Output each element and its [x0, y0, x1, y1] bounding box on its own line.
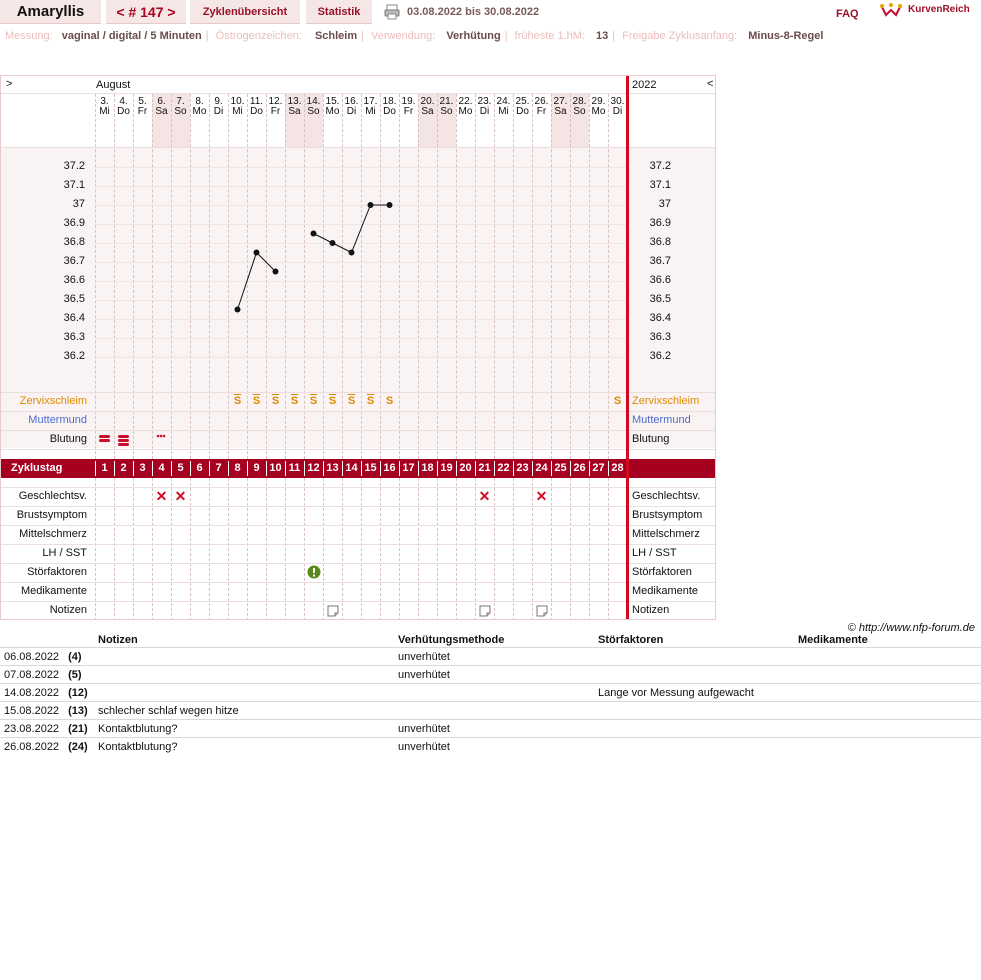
day-weekday: Sa: [421, 106, 434, 117]
day-date: 9.: [214, 96, 223, 107]
zervix-mark: S: [613, 395, 622, 407]
day-date: 8.: [195, 96, 204, 107]
copyright: © http://www.nfp-forum.de: [847, 622, 975, 634]
notes-date-cell: [0, 666, 94, 684]
temp-tick-left: 36.9: [63, 217, 85, 229]
day-date: 11.: [249, 96, 264, 107]
info-line: Messung: vaginal / digital / 5 Minuten | Östrogenzeichen: Schleim | Verwendung: Verhütung | früheste 1.hM: 13 | Freigabe Zyklusanfang: Minus-8-Regel: [5, 30, 824, 42]
muttermund-label: Muttermund: [28, 414, 87, 426]
chart-next-button[interactable]: <: [707, 78, 714, 90]
blood-icon: [114, 433, 133, 450]
day-date: 25.: [515, 96, 530, 107]
cycle-day-divider: [266, 461, 267, 476]
notes-medi: [794, 738, 981, 756]
cycle-day-divider: [152, 461, 153, 476]
notes-row: [0, 684, 981, 702]
day-date: 23.: [477, 96, 492, 107]
cycle-day-number: 20: [459, 462, 472, 474]
day-date: 16.: [344, 96, 359, 107]
gv-label: Geschlechtsv.: [18, 490, 87, 502]
notes-stoer: [594, 702, 794, 720]
day-weekday: Fr: [137, 106, 148, 117]
app-title-tab: [0, 0, 101, 24]
day-weekday: So: [440, 106, 453, 117]
day-weekday: Do: [117, 106, 130, 117]
verwendung-value: Verhütung: [446, 30, 501, 42]
temp-point[interactable]: [368, 202, 374, 208]
cycle-day-divider: [95, 461, 96, 476]
temp-tick-left: 36.4: [63, 312, 85, 324]
notes-medi: [794, 702, 981, 720]
blutung-label: Blutung: [49, 433, 87, 445]
notes-cycleday: (24): [68, 740, 88, 753]
temp-tick-left: 37.2: [63, 160, 85, 172]
notes-note: Kontaktblutung?: [94, 720, 394, 738]
stoer-label-right: Störfaktoren: [632, 566, 692, 578]
cycle-day-number: 2: [120, 462, 127, 474]
cycle-day-number: 7: [215, 462, 222, 474]
cycle-day-divider: [513, 461, 514, 476]
temp-tick-right: 36.6: [649, 274, 671, 286]
day-date: 26.: [534, 96, 549, 107]
cycle-day-divider: [399, 461, 400, 476]
zervix-mark: $\overline{S}$: [309, 395, 318, 407]
day-weekday: Di: [346, 106, 357, 117]
day-weekday: Do: [383, 106, 396, 117]
cycle-day-number: 13: [326, 462, 339, 474]
notes-stoer: [594, 666, 794, 684]
zervix-mark: $\overline{S}$: [252, 395, 261, 407]
temp-tick-left: 36.8: [63, 236, 85, 248]
brust-label-right: Brustsymptom: [632, 509, 703, 521]
cycle-day-number: 1: [101, 462, 108, 474]
tab-zyklenuebersicht[interactable]: [190, 0, 300, 24]
notes-row: [0, 648, 981, 666]
day-weekday: Mo: [458, 106, 473, 117]
zervix-mark: $\overline{S}$: [328, 395, 337, 407]
cycle-day-number: 21: [478, 462, 491, 474]
cycle-day-divider: [247, 461, 248, 476]
notes-date-cell: [0, 684, 94, 702]
app-title: Amaryllis: [16, 3, 85, 20]
temp-tick-left: 36.5: [63, 293, 85, 305]
temp-point[interactable]: [311, 231, 317, 237]
day-weekday: Do: [250, 106, 263, 117]
cycle-nav-label[interactable]: < # 147 >: [116, 3, 176, 20]
zervix-mark: $\overline{S}$: [233, 395, 242, 407]
day-weekday: Mo: [325, 106, 340, 117]
day-weekday: Mi: [99, 106, 110, 117]
col-date: [0, 633, 94, 648]
day-weekday: Fr: [536, 106, 547, 117]
temp-tick-left: 37: [72, 198, 85, 210]
stoer-label: Störfaktoren: [27, 566, 87, 578]
zervix-mark: $\overline{S}$: [290, 395, 299, 407]
zervix-mark: $\overline{S}$: [347, 395, 356, 407]
col-methode: Verhütungsmethode: [398, 634, 505, 646]
day-date: 14.: [306, 96, 321, 107]
chart-year: 2022: [632, 79, 657, 91]
notes-cycleday: (5): [68, 668, 82, 681]
day-date: 21.: [439, 96, 454, 107]
zervix-label-right: Zervixschleim: [632, 395, 700, 407]
notes-medi: [794, 720, 981, 738]
temp-tick-right: 37.1: [649, 179, 671, 191]
notes-cycleday: (4): [68, 650, 82, 663]
notes-date: 23.08.2022: [4, 722, 60, 735]
notes-date-cell: [0, 720, 94, 738]
cycle-day-number: 10: [269, 462, 282, 474]
day-date: 22.: [458, 96, 473, 107]
temp-point[interactable]: [387, 202, 393, 208]
cycle-day-divider: [114, 461, 115, 476]
cycle-day-number: 8: [234, 462, 241, 474]
tab-statistik[interactable]: [306, 0, 372, 24]
day-date: 4.: [119, 96, 128, 107]
curve-segment: [314, 205, 390, 253]
day-date: 7.: [176, 96, 185, 107]
temp-tick-left: 36.2: [63, 350, 85, 362]
day-weekday: Di: [213, 106, 224, 117]
notes-cycleday: (13): [68, 704, 88, 717]
zervix-mark: $\overline{S}$: [271, 395, 280, 407]
day-weekday: Sa: [554, 106, 567, 117]
notes-method: unverhütet: [394, 666, 594, 684]
note-icon[interactable]: [475, 605, 494, 620]
cycle-day-number: 27: [592, 462, 605, 474]
cycle-day-divider: [133, 461, 134, 476]
hm-label: früheste 1.hM:: [514, 30, 585, 42]
day-weekday: Fr: [403, 106, 414, 117]
day-weekday: Di: [612, 106, 623, 117]
cycle-day-divider: [608, 461, 609, 476]
note-icon[interactable]: [532, 605, 551, 620]
temp-tick-left: 36.6: [63, 274, 85, 286]
day-weekday: Mo: [192, 106, 207, 117]
cycle-day-number: 22: [497, 462, 510, 474]
notes-date-cell: [0, 648, 94, 666]
mittel-label: Mittelschmerz: [19, 528, 87, 540]
cycle-day-divider: [456, 461, 457, 476]
day-weekday: So: [573, 106, 586, 117]
cycle-day-number: 4: [158, 462, 165, 474]
faq-link[interactable]: FAQ: [836, 8, 859, 20]
cycle-day-number: 6: [196, 462, 203, 474]
cycle-day-number: 26: [573, 462, 586, 474]
temp-tick-right: 36.2: [649, 350, 671, 362]
day-weekday: Di: [479, 106, 490, 117]
cycle-day-number: 3: [139, 462, 146, 474]
temp-tick-right: 36.5: [649, 293, 671, 305]
day-weekday: Sa: [288, 106, 301, 117]
temp-tick-right: 36.7: [649, 255, 671, 267]
temp-point[interactable]: [273, 269, 279, 275]
day-date: 13.: [287, 96, 302, 107]
tab-zyklenuebersicht-label[interactable]: Zyklenübersicht: [202, 5, 288, 18]
notes-stoer: Lange vor Messung aufgewacht: [594, 684, 794, 702]
notes-medi: [794, 648, 981, 666]
cycle-day-number: 16: [383, 462, 396, 474]
cycle-day-number: 14: [345, 462, 358, 474]
day-date: 27.: [553, 96, 568, 107]
freigabe-value: Minus-8-Regel: [748, 30, 824, 42]
temp-point[interactable]: [235, 307, 241, 313]
cycle-day-divider: [380, 461, 381, 476]
muttermund-label-right: Muttermund: [632, 414, 691, 426]
curve-segment: [238, 253, 276, 310]
cycle-end-line: [626, 76, 629, 620]
stoerfaktor-icon[interactable]: [304, 565, 323, 582]
temp-tick-right: 36.9: [649, 217, 671, 229]
cycle-day-number: 18: [421, 462, 434, 474]
date-range: 03.08.2022 bis 30.08.2022: [407, 6, 540, 18]
day-weekday: Do: [516, 106, 529, 117]
messung-label: Messung:: [5, 30, 53, 42]
cycle-day-divider: [171, 461, 172, 476]
cycle-day-number: 15: [364, 462, 377, 474]
zervix-mark: S: [385, 395, 394, 407]
cycle-day-divider: [342, 461, 343, 476]
notes-body: [0, 648, 981, 756]
temp-tick-right: 36.3: [649, 331, 671, 343]
notes-method: [394, 684, 594, 702]
notes-date: 15.08.2022: [4, 704, 60, 717]
cycle-day-number: 17: [402, 462, 415, 474]
brand-name[interactable]: KurvenReich: [908, 4, 970, 15]
day-weekday: Mi: [232, 106, 243, 117]
cycle-day-divider: [551, 461, 552, 476]
cycle-day-number: 23: [516, 462, 529, 474]
day-weekday: Fr: [270, 106, 281, 117]
notes-stoer: [594, 738, 794, 756]
col-medi: Medikamente: [798, 634, 868, 646]
freigabe-label: Freigabe Zyklusanfang:: [622, 30, 738, 42]
notes-method: unverhütet: [394, 738, 594, 756]
notes-row: [0, 666, 981, 684]
day-weekday: So: [174, 106, 187, 117]
zervix-label: Zervixschleim: [19, 395, 87, 407]
chart-prev-button[interactable]: >: [6, 78, 13, 90]
temp-tick-right: 37: [658, 198, 671, 210]
cycle-day-divider: [361, 461, 362, 476]
notes-note: [94, 666, 394, 684]
cycle-day-divider: [228, 461, 229, 476]
cycle-day-divider: [418, 461, 419, 476]
notes-stoer: [594, 720, 794, 738]
day-date: 30.: [610, 96, 625, 107]
notes-method: unverhütet: [394, 720, 594, 738]
note-icon[interactable]: [323, 605, 342, 620]
notes-cycleday: (12): [68, 686, 88, 699]
notes-note: [94, 648, 394, 666]
hm-value: 13: [596, 30, 609, 42]
temp-point[interactable]: [254, 250, 260, 256]
lh-label-right: LH / SST: [632, 547, 677, 559]
notes-method: unverhütet: [394, 648, 594, 666]
day-date: 12.: [268, 96, 283, 107]
day-weekday: So: [307, 106, 320, 117]
cycle-day-divider: [209, 461, 210, 476]
day-date: 29.: [591, 96, 606, 107]
notes-stoer: [594, 648, 794, 666]
cycle-day-divider: [437, 461, 438, 476]
day-date: 3.: [100, 96, 109, 107]
cycle-day-divider: [589, 461, 590, 476]
notes-date: 07.08.2022: [4, 668, 60, 681]
notes-date: 06.08.2022: [4, 650, 60, 663]
gv-cross-icon: ✕: [535, 488, 548, 504]
temp-point[interactable]: [330, 240, 336, 246]
mittel-label-right: Mittelschmerz: [632, 528, 700, 540]
day-date: 20.: [420, 96, 435, 107]
day-date: 28.: [572, 96, 587, 107]
lh-label: LH / SST: [42, 547, 87, 559]
notes-note: Kontaktblutung?: [94, 738, 394, 756]
notes-cycleday: (21): [68, 722, 88, 735]
day-weekday: Sa: [155, 106, 168, 117]
cycle-day-number: 28: [611, 462, 624, 474]
day-weekday: Mi: [498, 106, 509, 117]
cycle-day-number: 11: [288, 462, 301, 474]
notes-date: 26.08.2022: [4, 740, 60, 753]
day-date: 18.: [382, 96, 397, 107]
day-date: 6.: [157, 96, 166, 107]
day-date: 19.: [401, 96, 416, 107]
medi-label: Medikamente: [20, 585, 87, 597]
notes-row: [0, 702, 981, 720]
notes-medi: [794, 684, 981, 702]
day-date: 24.: [496, 96, 511, 107]
oestrogen-label: Östrogenzeichen:: [215, 30, 302, 42]
temp-tick-left: 36.3: [63, 331, 85, 343]
cycle-day-divider: [304, 461, 305, 476]
cycle-day-number: 9: [253, 462, 260, 474]
zervix-mark: $\overline{S}$: [366, 395, 375, 407]
blood-icon: [95, 433, 114, 450]
gv-cross-icon: ✕: [174, 488, 187, 504]
temp-tick-left: 37.1: [63, 179, 85, 191]
cycle-day-divider: [532, 461, 533, 476]
notes-row: [0, 720, 981, 738]
brust-label: Brustsymptom: [16, 509, 87, 521]
cycle-day-divider: [475, 461, 476, 476]
cycle-nav[interactable]: [106, 0, 186, 24]
messung-value: vaginal / digital / 5 Minuten: [61, 30, 202, 42]
temp-tick-left: 36.7: [63, 255, 85, 267]
gv-label-right: Geschlechtsv.: [632, 490, 701, 502]
notes-note: schlecher schlaf wegen hitze: [94, 702, 394, 720]
gv-cross-icon: ✕: [478, 488, 491, 504]
cycle-day-number: 5: [177, 462, 184, 474]
day-date: 17.: [363, 96, 378, 107]
zyklustag-label: Zyklustag: [11, 462, 63, 474]
brand-logo-icon: [880, 1, 902, 19]
cycle-day-divider: [494, 461, 495, 476]
cycle-day-number: 19: [440, 462, 453, 474]
notes-row: [0, 738, 981, 756]
notes-date-cell: [0, 702, 94, 720]
notes-table: [0, 633, 981, 755]
day-date: 15.: [325, 96, 340, 107]
notizen-label: Notizen: [49, 604, 87, 616]
cycle-day-number: 25: [554, 462, 567, 474]
medi-label-right: Medikamente: [632, 585, 699, 597]
notes-date: 14.08.2022: [4, 686, 60, 699]
cycle-day-number: 24: [535, 462, 548, 474]
gv-cross-icon: ✕: [155, 488, 168, 504]
temperature-curve: [1, 76, 716, 620]
day-weekday: Mo: [591, 106, 606, 117]
day-date: 10.: [230, 96, 245, 107]
notes-method: [394, 702, 594, 720]
notes-medi: [794, 666, 981, 684]
cycle-day-divider: [570, 461, 571, 476]
printer-icon[interactable]: [384, 4, 400, 20]
temp-tick-right: 36.8: [649, 236, 671, 248]
oestrogen-value: Schleim: [314, 30, 358, 42]
tab-statistik-label[interactable]: Statistik: [317, 5, 361, 18]
day-weekday: Mi: [365, 106, 376, 117]
cycle-day-divider: [323, 461, 324, 476]
col-stoer: Störfaktoren: [598, 634, 664, 646]
day-date: 5.: [138, 96, 147, 107]
blood-icon: [152, 433, 171, 450]
cycle-day-number: 12: [307, 462, 320, 474]
notes-date-cell: [0, 738, 94, 756]
temp-tick-right: 36.4: [649, 312, 671, 324]
blutung-label-right: Blutung: [632, 433, 670, 445]
chart-month: August: [96, 79, 131, 91]
verwendung-label: Verwendung:: [371, 30, 436, 42]
col-notizen: Notizen: [98, 634, 138, 646]
notizen-label-right: Notizen: [632, 604, 670, 616]
notes-note: [94, 684, 394, 702]
cycle-chart: [0, 75, 716, 620]
temp-tick-right: 37.2: [649, 160, 671, 172]
temp-point[interactable]: [349, 250, 355, 256]
cycle-day-divider: [190, 461, 191, 476]
cycle-day-divider: [285, 461, 286, 476]
